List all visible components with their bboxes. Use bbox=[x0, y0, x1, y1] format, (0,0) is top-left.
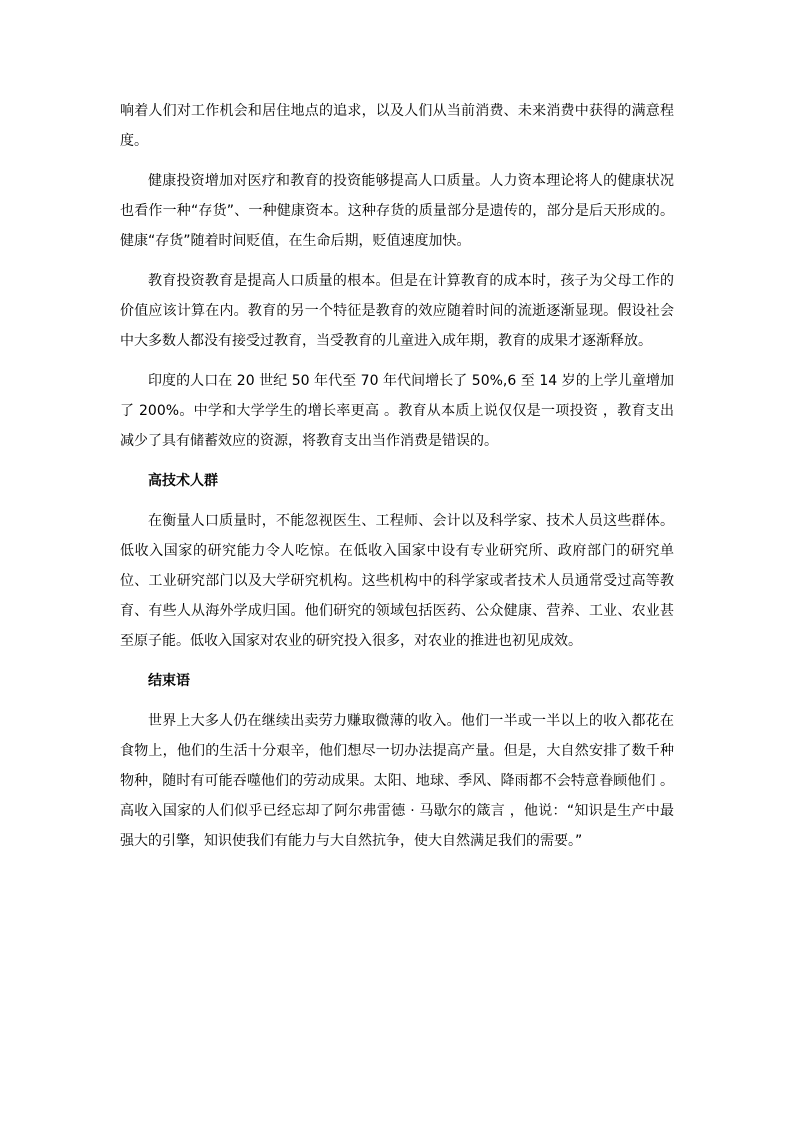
document-body bbox=[120, 96, 674, 866]
paragraph-education-investment: 教育投资教育是提高人口质量的根本。但是在计算教育的成本时，孩子为父母工作的价值应该计算在内。教育的另一个特征是教育的效应随着时间的流逝逐渐显现。假设社会中大多数人都没有接受过教育，当受教育的儿童进入成年期，教育的成果才逐渐释放。 bbox=[120, 273, 674, 349]
paragraph-india-population: 印度的人口在 20 世纪 50 年代至 70 年代间增长了 50%,6 至 14 岁的上学儿童增加了 200%。中学和大学学生的增长率更高 。教育从本质上说仅仅是一项投资 ，教育支出减少了具有储蓄效应的资源，将教育支出当作消费是错误的。 bbox=[120, 373, 674, 449]
paragraph-health-investment: 健康投资增加对医疗和教育的投资能够提高人口质量。人力资本理论将人的健康状况也看作一种“存货”、一种健康资本。这种存货的质量部分是遗传的，部分是后天形成的。健康“存货”随着时间贬值，在生命后期，贬值速度加快。 bbox=[120, 173, 674, 249]
paragraph-conclusion: 世界上大多人仍在继续出卖劳力赚取微薄的收入。他们一半或一半以上的收入都花在食物上，他们的生活十分艰辛，他们想尽一切办法提高产量。但是，大自然安排了数千种物种，随时有可能吞噬他们的劳动成果。太阳、地球、季风、降雨都不会特意眷顾他们 。高收入国家的人们似乎已经忘却了阿尔弗雷德 · 马歇尔的箴言 ，他说：“知识是生产中最强大的引擎，知识使我们有能力与大自然抗争，使大自然满足我们的需要。” bbox=[120, 713, 674, 849]
section-heading-conclusion: 结束语 bbox=[148, 673, 190, 689]
paragraph-continuation: 响着人们对工作机会和居住地点的追求，以及人们从当前消费、未来消费中获得的满意程度。 bbox=[120, 103, 674, 149]
paragraph-high-tech-groups: 在衡量人口质量时，不能忽视医生、工程师、会计以及科学家、技术人员这些群体。低收入国家的研究能力令人吃惊。在低收入国家中设有专业研究所、政府部门的研究单位、工业研究部门以及大学研究机构。这些机构中的科学家或者技术人员通常受过高等教育、有些人从海外学成归国。他们研究的领域包括医药、公众健康、营养、工业、农业甚至原子能。低收入国家对农业的研究投入很多，对农业的推进也初见成效。 bbox=[120, 513, 674, 649]
section-heading-high-tech: 高技术人群 bbox=[148, 473, 218, 489]
